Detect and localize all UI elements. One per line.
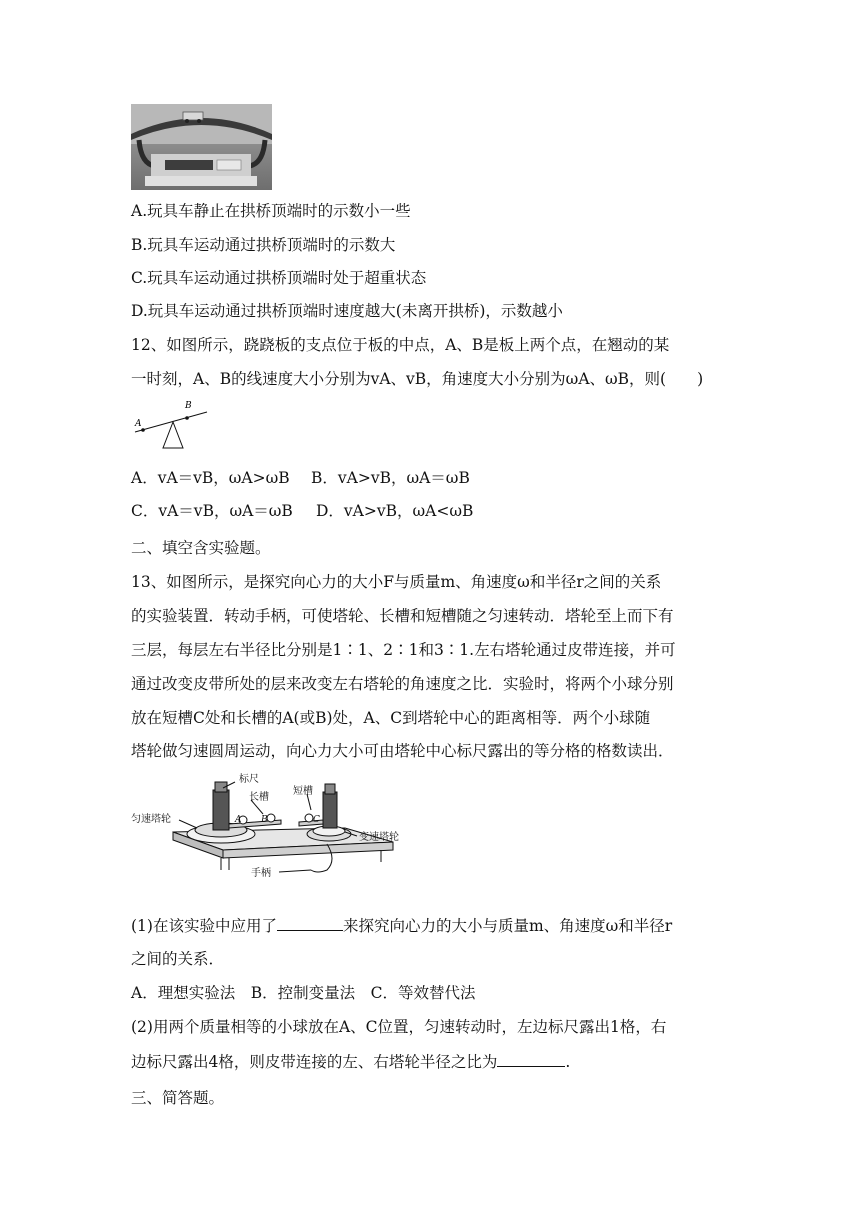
q13-sub1-line2: 之间的关系． xyxy=(131,950,225,968)
label-handle: 手柄 xyxy=(251,868,271,878)
q13-stem-line5: 放在短槽C处和长槽的A(或B)处，A、C到塔轮中心的距离相等．两个小球随 xyxy=(131,709,651,727)
q13-stem-line2: 的实验装置．转动手柄，可使塔轮、长槽和短槽随之匀速转动．塔轮至上而下有 xyxy=(131,607,674,625)
label-b: B xyxy=(261,815,268,825)
label-variable-wheel: 变速塔轮 xyxy=(359,832,399,843)
label-uniform-wheel: 匀速塔轮 xyxy=(131,814,171,825)
q13-sub2-pre: 边标尺露出4格，则皮带连接的左、右塔轮半径之比为 xyxy=(131,1053,498,1071)
q11-option-b: B.玩具车运动通过拱桥顶端时的示数大 xyxy=(131,236,396,254)
q13-sub2-answer-blank[interactable] xyxy=(497,1050,565,1067)
q12-option-b: B．vA>vB，ωA＝ωB xyxy=(311,469,470,487)
q13-sub2-line2 xyxy=(131,1050,570,1073)
q13-stem-line6: 塔轮做匀速圆周运动，向心力大小可由塔轮中心标尺露出的等分格的格数读出． xyxy=(131,742,674,760)
q13-sub2-post: . xyxy=(565,1053,571,1071)
q13-stem-line4: 通过改变皮带所处的层来改变左右塔轮的角速度之比．实验时，将两个小球分别 xyxy=(131,675,674,693)
label-a: A xyxy=(235,815,242,825)
q13-stem-line3: 三层，每层左右半径比分别是1∶1、2∶1和3∶1.左右塔轮通过皮带连接，并可 xyxy=(131,641,676,659)
q13-sub1-post: 来探究向心力的大小与质量m、角速度ω和半径r xyxy=(342,917,673,935)
q13-sub1-line1 xyxy=(131,914,672,937)
centripetal-apparatus-figure xyxy=(131,770,411,878)
q13-sub2-line1: (2)用两个质量相等的小球放在A、C位置，匀速转动时，左边标尺露出1格，右 xyxy=(131,1018,667,1036)
q12-stem-line2: 一时刻，A、B的线速度大小分别为vA、vB，角速度大小分别为ωA、ωB，则( ) xyxy=(131,370,704,388)
seesaw-figure xyxy=(131,396,211,452)
q13-sub1-pre: (1)在该实验中应用了 xyxy=(131,917,277,935)
q12-option-a: A．vA＝vB，ωA>ωB xyxy=(131,469,290,487)
q11-option-a: A.玩具车静止在拱桥顶端时的示数小一些 xyxy=(131,202,411,220)
q13-stem-line1: 13、如图所示，是探究向心力的大小F与质量m、角速度ω和半径r之间的关系 xyxy=(131,573,662,591)
q12-option-c: C．vA＝vB，ωA＝ωB xyxy=(131,502,293,520)
q13-sub1-options: A．理想实验法 B．控制变量法 C．等效替代法 xyxy=(131,984,476,1002)
label-a: A xyxy=(135,419,142,429)
label-c: C xyxy=(313,815,320,825)
label-long-slot: 长槽 xyxy=(249,792,269,803)
q11-option-d: D.玩具车运动通过拱桥顶端时速度越大(未离开拱桥)，示数越小 xyxy=(131,302,563,320)
section-2-heading: 二、填空含实验题。 xyxy=(131,539,271,557)
q11-option-c: C.玩具车运动通过拱桥顶端时处于超重状态 xyxy=(131,269,427,287)
section-3-heading: 三、简答题。 xyxy=(131,1089,225,1107)
q12-option-d: D．vA>vB，ωA<ωB xyxy=(316,502,474,520)
label-short-slot: 短槽 xyxy=(293,786,313,797)
toy-car-bridge-photo xyxy=(131,104,272,190)
label-ruler: 标尺 xyxy=(239,774,259,785)
q12-stem-line1: 12、如图所示，跷跷板的支点位于板的中点，A、B是板上两个点，在翘动的某 xyxy=(131,336,670,354)
label-b: B xyxy=(185,401,192,411)
q13-sub1-answer-blank[interactable] xyxy=(277,914,343,931)
